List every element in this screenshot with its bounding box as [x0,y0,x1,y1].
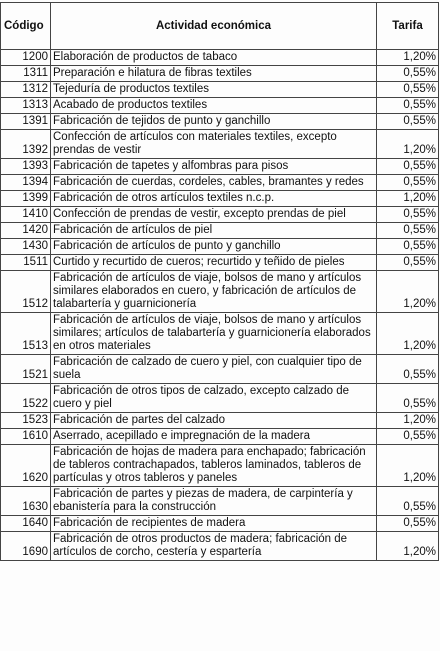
table-row [1,355,439,384]
row-activity: Confección de artículos con materiales textiles, excepto prendas de vestir [51,130,377,159]
table-row [1,191,439,207]
table-row [1,445,439,487]
row-activity: Fabricación de otros productos de madera; fabricación de artículos de corcho, cestería y espartería [51,532,377,561]
row-code: 1420 [1,223,51,239]
row-rate: 0,55% [377,98,439,114]
row-code: 1200 [1,50,51,66]
row-code: 1393 [1,159,51,175]
row-code: 1523 [1,413,51,429]
row-activity: Fabricación de partes y piezas de madera, de carpintería y ebanistería para la construcción [51,487,377,516]
row-activity: Elaboración de productos de tabaco [51,50,377,66]
row-rate: 1,20% [377,271,439,313]
table-row [1,159,439,175]
row-activity: Fabricación de tejidos de punto y ganchillo [51,114,377,130]
activity-rate-table [0,2,439,561]
table-row [1,384,439,413]
table-row [1,66,439,82]
row-code: 1630 [1,487,51,516]
row-activity: Fabricación de cuerdas, cordeles, cables, bramantes y redes [51,175,377,191]
row-code: 1313 [1,98,51,114]
row-code: 1311 [1,66,51,82]
row-rate: 1,20% [377,191,439,207]
table-row [1,239,439,255]
row-rate: 0,55% [377,255,439,271]
row-activity: Curtido y recurtido de cueros; recurtido y teñido de pieles [51,255,377,271]
row-rate: 0,55% [377,429,439,445]
row-rate: 1,20% [377,532,439,561]
row-code: 1690 [1,532,51,561]
row-code: 1610 [1,429,51,445]
row-rate: 1,20% [377,50,439,66]
row-code: 1512 [1,271,51,313]
row-code: 1620 [1,445,51,487]
table-row [1,223,439,239]
row-rate: 1,20% [377,445,439,487]
table-row [1,130,439,159]
header-code: Código [1,3,51,50]
row-code: 1522 [1,384,51,413]
row-rate: 0,55% [377,207,439,223]
row-rate: 0,55% [377,114,439,130]
row-activity: Fabricación de partes del calzado [51,413,377,429]
row-code: 1399 [1,191,51,207]
table-row [1,255,439,271]
header-rate: Tarifa [377,3,439,50]
row-code: 1513 [1,313,51,355]
row-code: 1511 [1,255,51,271]
row-activity: Tejeduría de productos textiles [51,82,377,98]
row-code: 1392 [1,130,51,159]
row-code: 1391 [1,114,51,130]
table-body [1,50,439,561]
row-rate: 0,55% [377,516,439,532]
table-row [1,532,439,561]
table-row [1,516,439,532]
row-activity: Fabricación de hojas de madera para enchapado; fabricación de tableros contrachapados, tableros laminados, tableros de partículas y otros tableros y paneles [51,445,377,487]
row-rate: 0,55% [377,487,439,516]
table-row [1,271,439,313]
table-row [1,82,439,98]
table-row [1,98,439,114]
row-code: 1640 [1,516,51,532]
table-row [1,429,439,445]
row-activity: Fabricación de otros artículos textiles n.c.p. [51,191,377,207]
row-rate: 1,20% [377,413,439,429]
row-activity: Fabricación de calzado de cuero y piel, con cualquier tipo de suela [51,355,377,384]
row-activity: Aserrado, acepillado e impregnación de la madera [51,429,377,445]
row-rate: 0,55% [377,355,439,384]
row-rate: 0,55% [377,82,439,98]
table-row [1,413,439,429]
row-rate: 1,20% [377,130,439,159]
row-rate: 0,55% [377,66,439,82]
table-row [1,313,439,355]
row-rate: 0,55% [377,239,439,255]
row-activity: Fabricación de tapetes y alfombras para pisos [51,159,377,175]
row-activity: Fabricación de recipientes de madera [51,516,377,532]
table-row [1,50,439,66]
table-row [1,487,439,516]
row-activity: Fabricación de otros tipos de calzado, excepto calzado de cuero y piel [51,384,377,413]
row-code: 1430 [1,239,51,255]
row-rate: 0,55% [377,223,439,239]
table-row [1,114,439,130]
row-activity: Preparación e hilatura de fibras textiles [51,66,377,82]
row-code: 1312 [1,82,51,98]
table-row [1,207,439,223]
table-header-row [1,3,439,50]
row-activity: Confección de prendas de vestir, excepto prendas de piel [51,207,377,223]
row-rate: 0,55% [377,175,439,191]
row-activity: Acabado de productos textiles [51,98,377,114]
row-activity: Fabricación de artículos de piel [51,223,377,239]
row-rate: 1,20% [377,313,439,355]
row-code: 1394 [1,175,51,191]
row-code: 1410 [1,207,51,223]
row-activity: Fabricación de artículos de punto y ganchillo [51,239,377,255]
row-rate: 0,55% [377,384,439,413]
row-code: 1521 [1,355,51,384]
row-activity: Fabricación de artículos de viaje, bolsos de mano y artículos similares; artículos de talabartería y guarnicionería elaborados en otros materiales [51,313,377,355]
header-activity: Actividad económica [51,3,377,50]
row-activity: Fabricación de artículos de viaje, bolsos de mano y artículos similares elaborados en cuero, y fabricación de artículos de talabartería y guarnicionería [51,271,377,313]
table-row [1,175,439,191]
row-rate: 0,55% [377,159,439,175]
